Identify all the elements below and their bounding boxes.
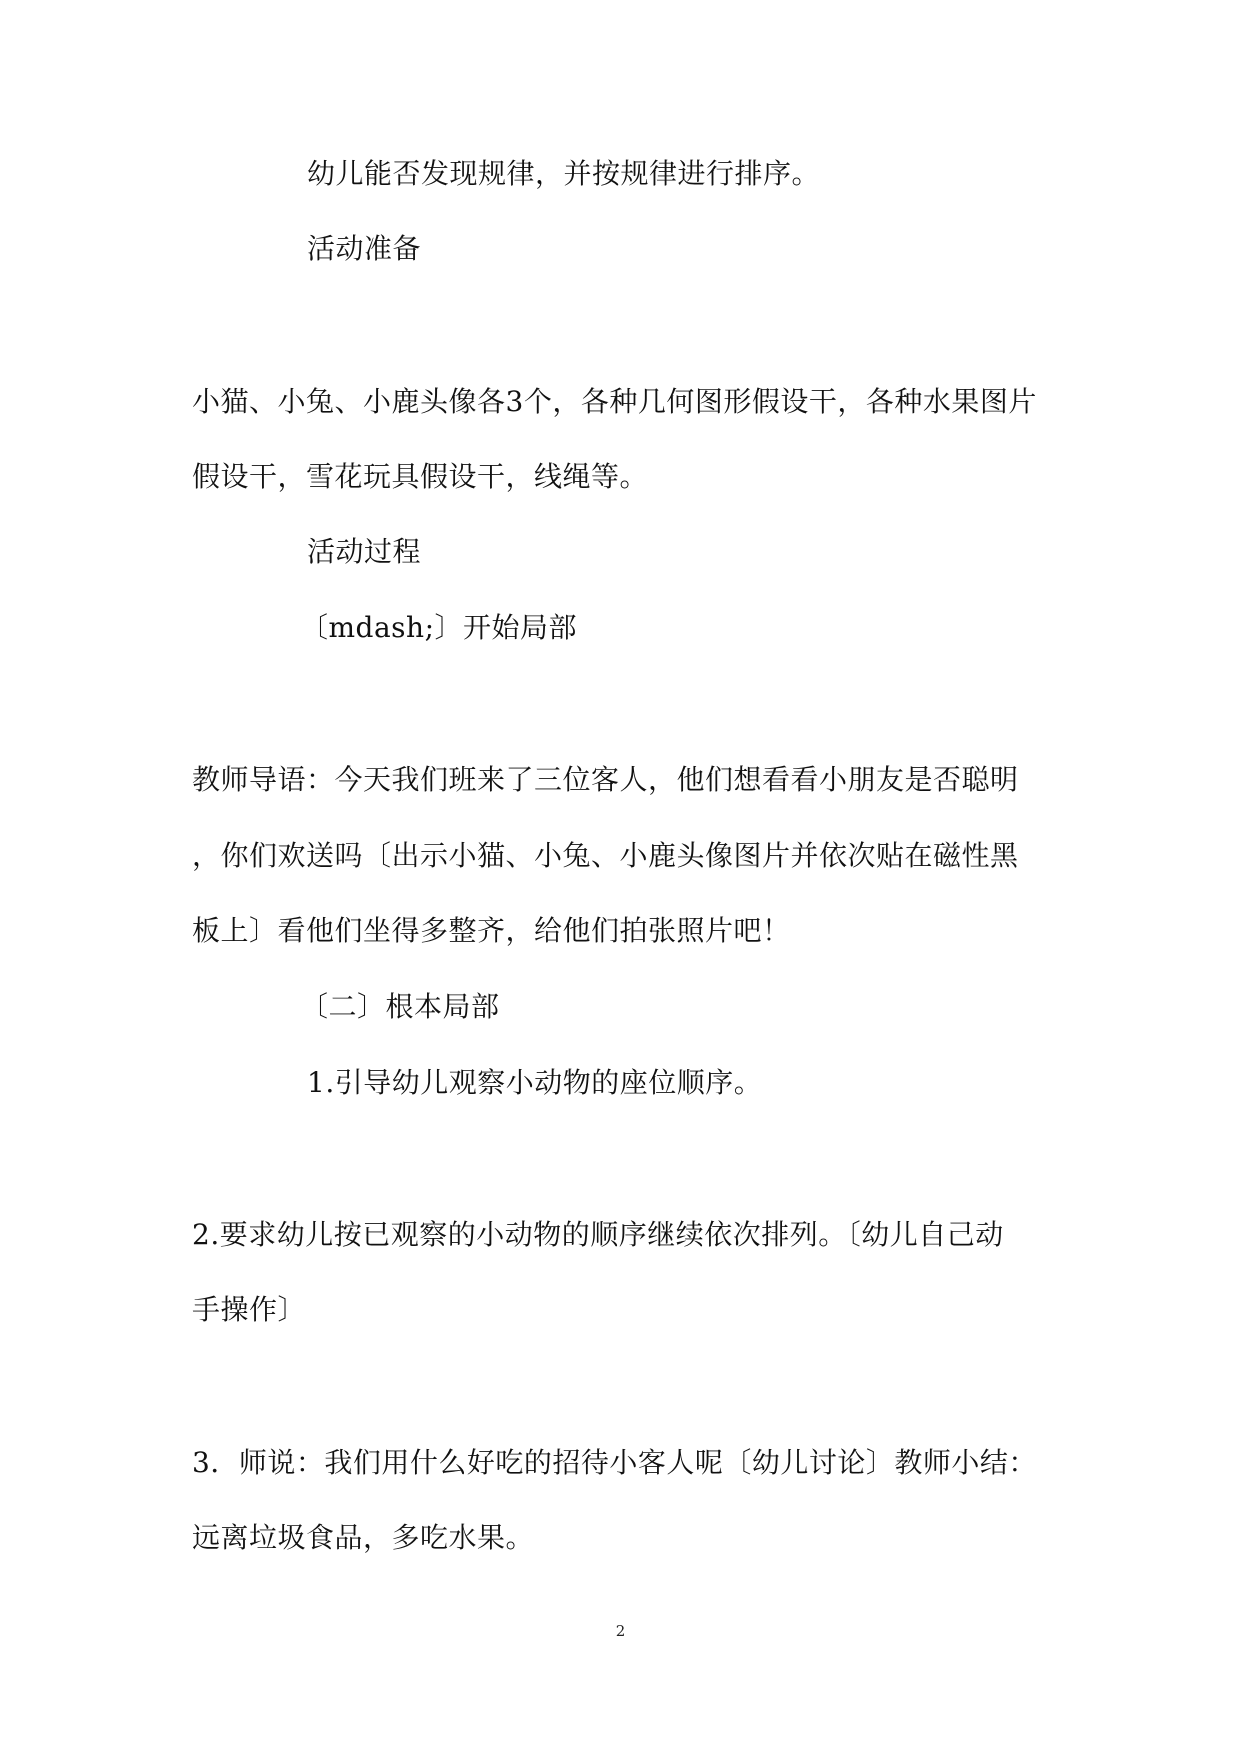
- paragraph-line: 幼儿能否发现规律，并按规律进行排序。: [307, 157, 821, 190]
- paragraph-line: 假设干，雪花玩具假设干，线绳等。: [192, 460, 649, 493]
- paragraph-line: 手操作〕: [192, 1293, 307, 1326]
- list-item: 2.要求幼儿按已观察的小动物的顺序继续依次排列。〔幼儿自己动: [192, 1218, 1004, 1251]
- list-item: 3．师说：我们用什么好吃的招待小客人呢〔幼儿讨论〕教师小结：: [192, 1446, 1037, 1479]
- subsection-heading-start: 〔mdash;〕开始局部: [300, 611, 578, 644]
- list-item: 1.引导幼儿观察小动物的座位顺序。: [307, 1066, 763, 1099]
- subsection-heading-main: 〔二〕根本局部: [300, 990, 500, 1023]
- section-heading-process: 活动过程: [307, 535, 422, 568]
- page-number: 2: [615, 1622, 626, 1640]
- paragraph-line: 小猫、小兔、小鹿头像各3个，各种几何图形假设干，各种水果图片: [192, 385, 1037, 418]
- paragraph-line: 远离垃圾食品，多吃水果。: [192, 1521, 535, 1554]
- paragraph-line: ，你们欢送吗〔出示小猫、小兔、小鹿头像图片并依次贴在磁性黑: [192, 839, 1019, 872]
- paragraph-line: 教师导语：今天我们班来了三位客人，他们想看看小朋友是否聪明: [192, 763, 1019, 796]
- section-heading-preparation: 活动准备: [307, 232, 422, 265]
- paragraph-line: 板上〕看他们坐得多整齐，给他们拍张照片吧！: [192, 914, 791, 947]
